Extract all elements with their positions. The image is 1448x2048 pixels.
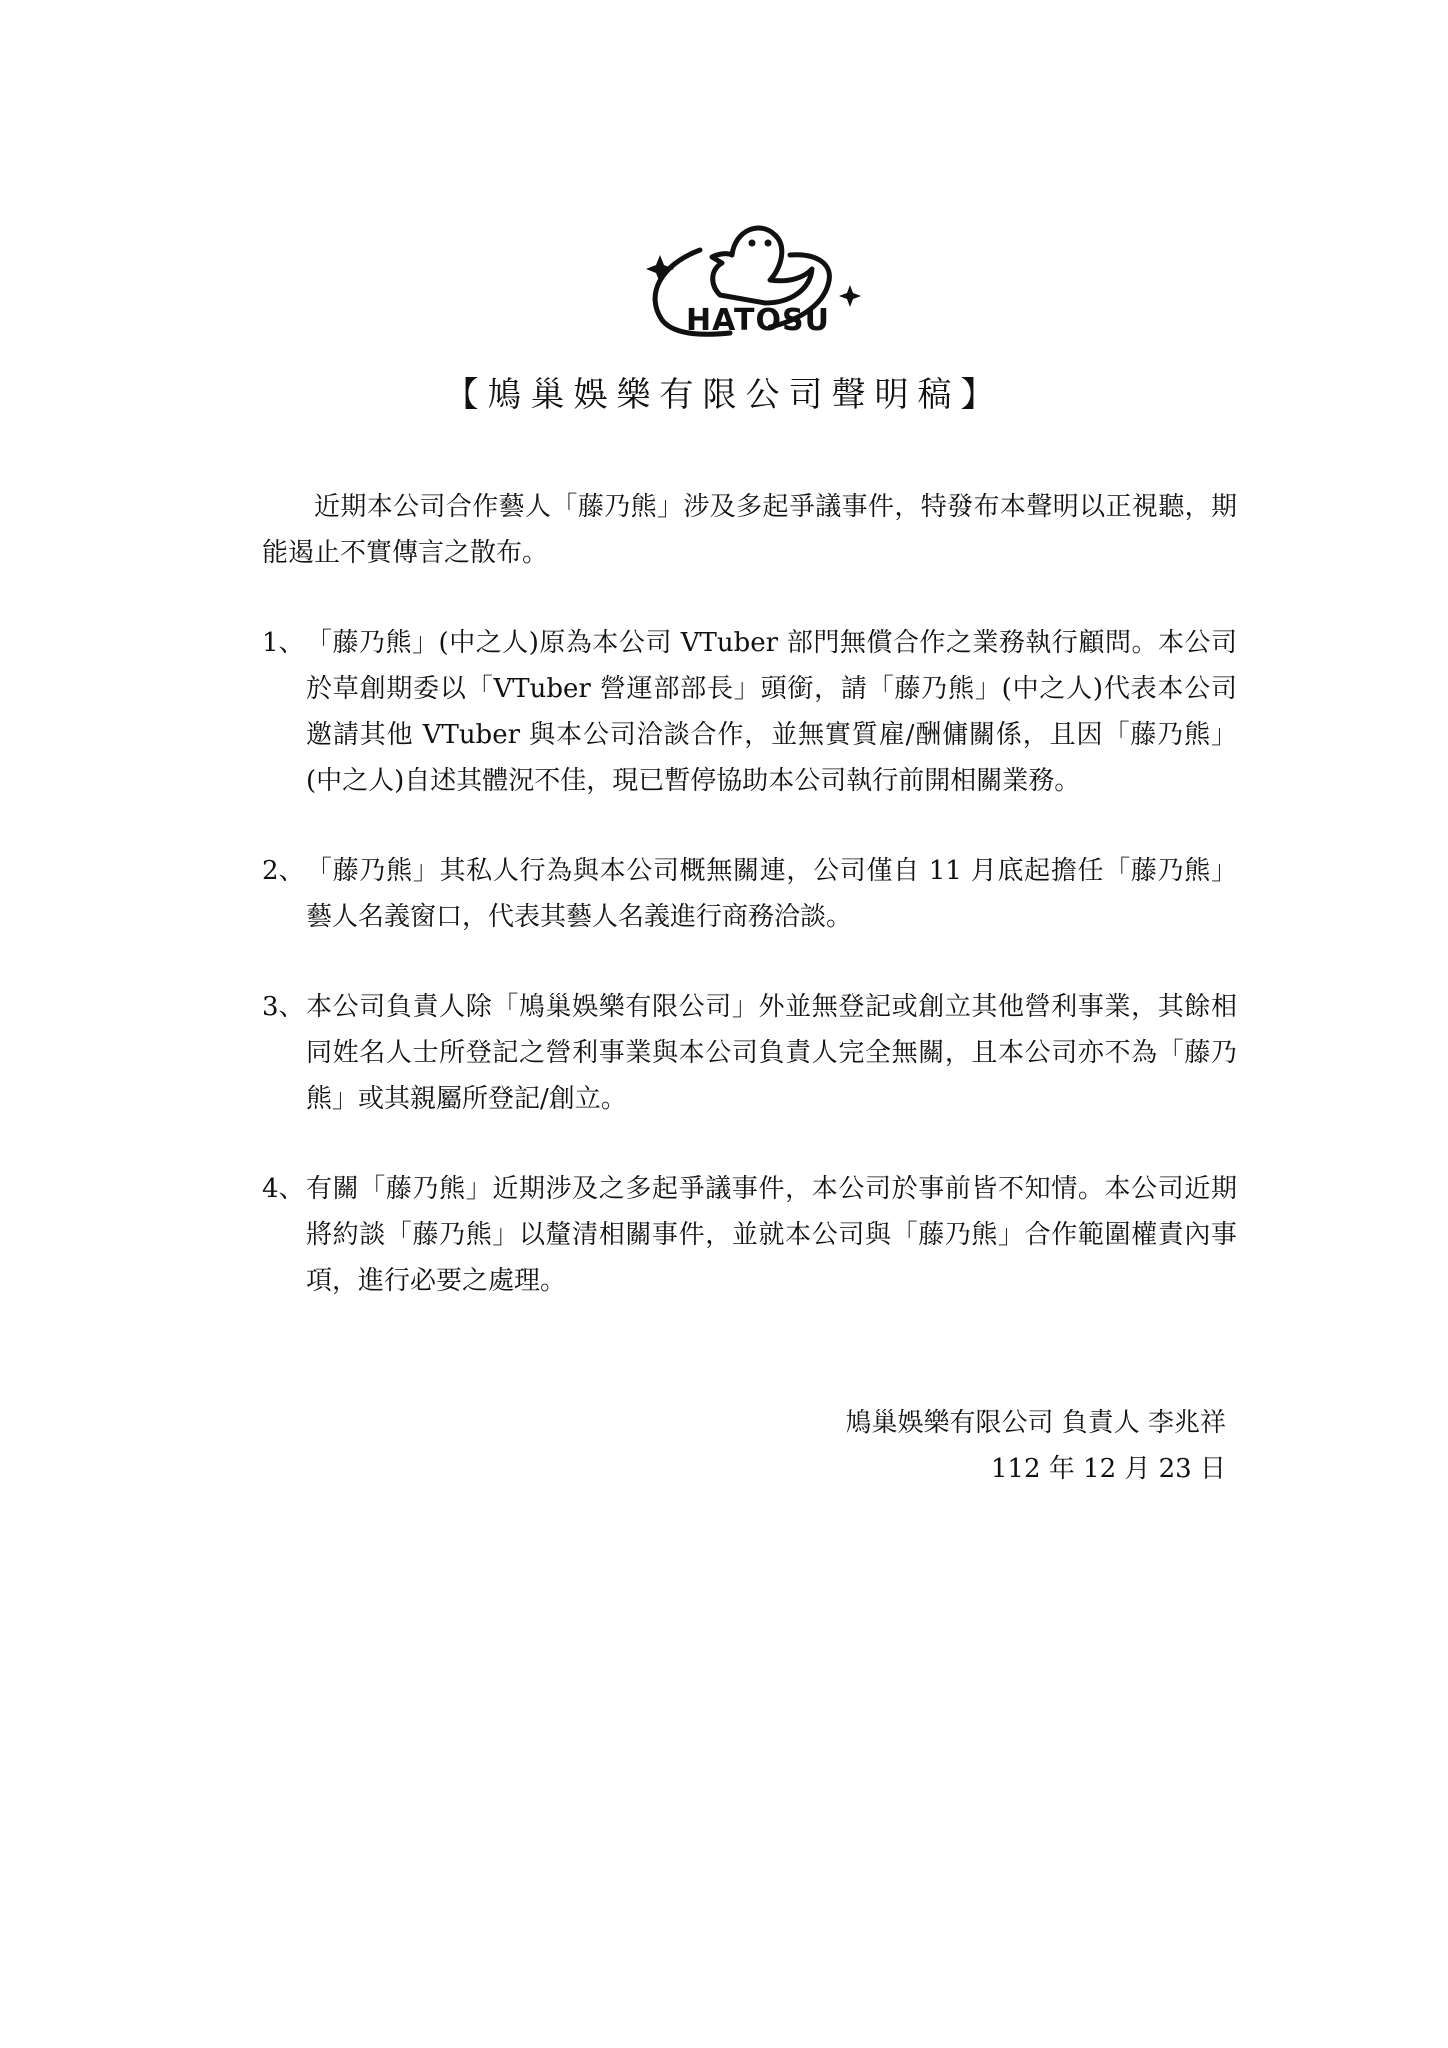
item-text: 「藤乃熊」(中之人)原為本公司 VTuber 部門無償合作之業務執行顧問。本公司於草創期委以「VTuber 營運部部長」頭銜，請「藤乃熊」(中之人)代表本公司邀請其他 VTuber 與本公司洽談合作，並無實質雇/酬傭關係，且因「藤乃熊」(中之人)自述其體況不佳，現已暫停協助本公司執行前開相關業務。 (306, 628, 1237, 796)
signature-company: 鳩巢娛樂有限公司 負責人 李兆祥 (845, 1408, 1226, 1438)
logo-wordmark: HATOSU (686, 303, 830, 338)
document-title: 【鳩巢娛樂有限公司聲明稿】 (444, 375, 1004, 415)
item-text: 本公司負責人除「鳩巢娛樂有限公司」外並無登記或創立其他營利事業，其餘相同姓名人士所登記之營利事業與本公司負責人完全無關，且本公司亦不為「藤乃熊」或其親屬所登記/創立。 (306, 992, 1237, 1114)
statement-body (262, 484, 1237, 1348)
bird-logo-icon (640, 195, 870, 345)
intro-paragraph: 近期本公司合作藝人「藤乃熊」涉及多起爭議事件，特發布本聲明以正視聽，期能遏止不實傳言之散布。 (262, 492, 1237, 568)
signature-date: 112 年 12 月 23 日 (990, 1454, 1226, 1484)
item-text: 有關「藤乃熊」近期涉及之多起爭議事件，本公司於事前皆不知情。本公司近期將約談「藤乃熊」以釐清相關事件，並就本公司與「藤乃熊」合作範圍權責內事項，進行必要之處理。 (306, 1174, 1237, 1296)
item-number: 1、 (262, 628, 305, 658)
item-number: 3、 (262, 992, 305, 1022)
signature-block (845, 1400, 1226, 1492)
hatosu-logo (640, 195, 870, 345)
statement-item-2 (262, 848, 1237, 940)
statement-item-3 (262, 984, 1237, 1122)
item-number: 4、 (262, 1174, 305, 1204)
item-number: 2、 (262, 856, 305, 886)
item-text: 「藤乃熊」其私人行為與本公司概無關連，公司僅自 11 月底起擔任「藤乃熊」藝人名義窗口，代表其藝人名義進行商務洽談。 (306, 856, 1237, 932)
statement-item-4 (262, 1166, 1237, 1304)
statement-item-1 (262, 620, 1237, 804)
